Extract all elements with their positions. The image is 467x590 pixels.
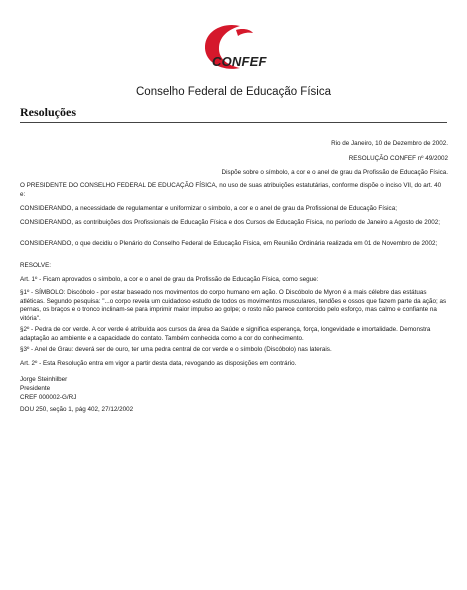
resolution-summary: Dispõe sobre o símbolo, a cor e o anel de grau da Profissão de Educação Física.	[221, 169, 448, 176]
signer-cref: CREF 000002-G/RJ	[20, 394, 77, 401]
paragraph-3: §3º - Anel de Grau: deverá ser de ouro, ter uma pedra central de cor verde e o símbolo (Discóbolo) nas laterais.	[20, 346, 332, 353]
organization-name: Conselho Federal de Educação Física	[136, 86, 331, 98]
article-1: Art. 1º - Ficam aprovados o símbolo, a cor e o anel de grau da Profissão de Educação Física, como segue:	[20, 276, 319, 283]
considerando-2: CONSIDERANDO, as contribuições dos Profissionais de Educação Física e dos Cursos de Educação Física, no período de Janeiro a Agosto de 2002;	[20, 219, 441, 226]
article-2: Art. 2º - Esta Resolução entra em vigor a partir desta data, revogando as disposições em contrário.	[20, 360, 297, 367]
considerando-3: CONSIDERANDO, o que decidiu o Plenário do Conselho Federal de Educação Física, em Reunião Ordinária realizada em 01 de Novembro de 2002;	[20, 240, 438, 247]
section-title: Resoluções	[20, 105, 76, 119]
resolve-label: RESOLVE:	[20, 262, 52, 269]
signer-name: Jorge Steinhilber	[20, 376, 68, 383]
resolution-number: RESOLUÇÃO CONFEF nº 49/2002	[348, 155, 448, 162]
confef-logo	[196, 22, 268, 82]
considerando-1: CONSIDERANDO, a necessidade de regulamentar e uniformizar o símbolo, a cor e o anel de grau da Profissional de Educação Física;	[20, 205, 397, 212]
signer-title: Presidente	[20, 385, 51, 392]
place-date: Rio de Janeiro, 10 de Dezembro de 2002.	[331, 140, 448, 147]
logo-wordmark: CONFEF	[212, 54, 267, 69]
paragraph-1: §1º - SÍMBOLO: Discóbolo - por estar baseado nos movimentos do corpo humano em ação. O Discóbolo de Myron é a mais célebre das estátuas atléticas. Segundo pesquisa: "...o corpo revela um cuidadoso estudo de todos os movimentos musculares, tendões e ossos que fazem parte da ação; as pernas, os braços e o tronco inclinam-se para imprimir maior impulso ao golpe; o rosto não parece contorcido pelo esforço, mas calmo e confiante na vitória".	[20, 289, 447, 322]
publication-reference: DOU 250, seção 1, pág 402, 27/12/2002	[20, 406, 134, 413]
preamble: O PRESIDENTE DO CONSELHO FEDERAL DE EDUCAÇÃO FÍSICA, no uso de suas atribuições estatutárias, conforme dispõe o inciso VII, do art. 40 e:	[20, 182, 442, 198]
header-divider	[20, 122, 447, 123]
paragraph-2: §2º - Pedra de cor verde. A cor verde é atribuída aos cursos da área da Saúde e significa esperança, força, longevidade e imortalidade. Demonstra adaptação ao ambiente e a capacidade do contato. Também conhecida como a cor do conhecimento.	[20, 326, 431, 342]
